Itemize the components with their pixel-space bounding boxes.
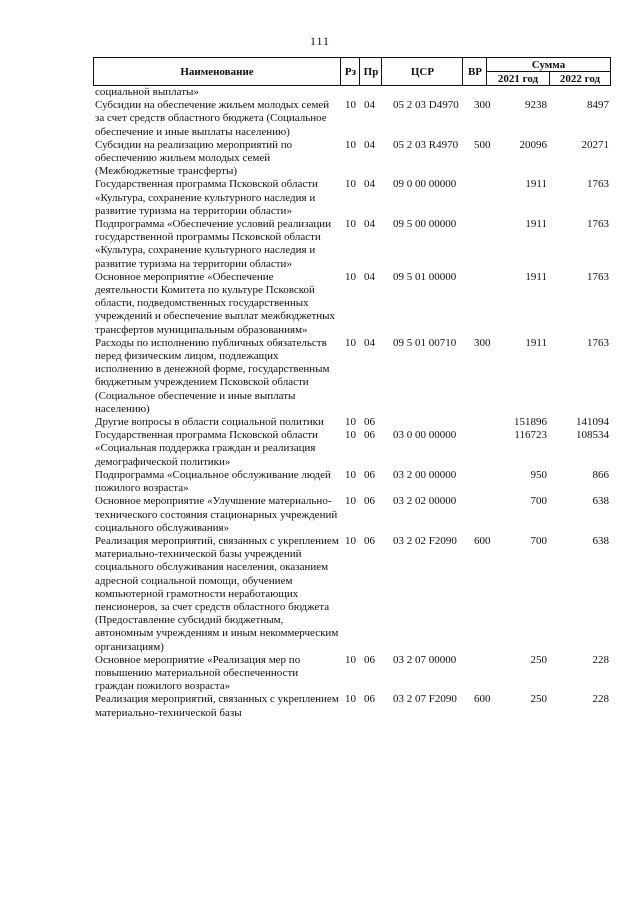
row-sum-2021: 250 — [530, 653, 547, 666]
row-sum-2021: 700 — [530, 495, 547, 508]
table-row — [93, 469, 611, 495]
table-row — [93, 99, 611, 139]
row-sum-2022: 228 — [592, 693, 609, 706]
header-csr: ЦСР — [381, 58, 463, 85]
row-name: Другие вопросы в области социальной политики — [95, 416, 324, 429]
table-body — [93, 86, 611, 720]
row-rz: 10 — [345, 99, 356, 112]
table-row — [93, 495, 611, 535]
row-name: Подпрограмма «Социальное обслуживание людей пожилого возраста» — [95, 468, 331, 495]
header-vr: ВР — [462, 58, 487, 85]
table-row — [93, 429, 611, 469]
row-pr: 04 — [364, 99, 375, 112]
row-pr: 06 — [364, 534, 375, 547]
row-csr: 03 2 07 00000 — [393, 653, 457, 666]
row-name: социальной выплаты» — [95, 86, 199, 98]
row-name: Основное мероприятие «Улучшение материально-технического состояния стационарных учреждений социального обслуживания» — [95, 495, 338, 534]
row-rz: 10 — [345, 429, 356, 442]
row-sum-2021: 116723 — [514, 429, 547, 442]
row-pr: 06 — [364, 468, 375, 481]
row-csr: 05 2 03 D4970 — [393, 99, 459, 112]
row-pr: 06 — [364, 416, 375, 429]
row-sum-2022: 1763 — [587, 218, 609, 231]
page-number: 111 — [309, 34, 331, 48]
row-name: Основное мероприятие «Обеспечение деятельности Комитета по культуре Псковской области, подведомственных государственных учреждений и обеспечение выплат межбюджетных трансфертов муниципальным образованиям» — [95, 270, 336, 336]
row-name: Основное мероприятие «Реализация мер по повышению материальной обеспеченности граждан пожилого возраста» — [95, 653, 301, 693]
row-rz: 10 — [345, 138, 356, 151]
row-vr: 600 — [474, 534, 491, 547]
row-rz: 10 — [345, 468, 356, 481]
row-pr: 06 — [364, 693, 375, 706]
row-pr: 06 — [364, 653, 375, 666]
row-rz: 10 — [345, 416, 356, 429]
row-sum-2021: 700 — [530, 534, 547, 547]
header-sum-group — [486, 58, 610, 85]
row-csr: 03 2 02 00000 — [393, 495, 457, 508]
row-sum-2021: 151896 — [514, 416, 547, 429]
row-csr: 03 0 00 00000 — [393, 429, 457, 442]
row-csr: 03 2 00 00000 — [393, 468, 457, 481]
table-row — [93, 693, 611, 719]
header-year-2021: 2021 год — [497, 72, 539, 85]
row-sum-2021: 20096 — [519, 138, 547, 151]
budget-table — [93, 57, 611, 720]
row-pr: 04 — [364, 178, 375, 191]
table-row — [93, 86, 611, 99]
table-header — [93, 57, 611, 86]
table-row — [93, 139, 611, 179]
row-pr: 06 — [364, 495, 375, 508]
row-vr: 600 — [474, 693, 491, 706]
row-sum-2022: 638 — [592, 495, 609, 508]
table-row — [93, 218, 611, 271]
row-sum-2022: 228 — [592, 653, 609, 666]
row-rz: 10 — [345, 178, 356, 191]
table-row — [93, 416, 611, 429]
row-name: Расходы по исполнению публичных обязательств перед физическим лицом, подлежащих исполнению в денежной форме, государственным бюджетным учреждением Псковской области (Социальное обеспечение и иные выплаты населению) — [95, 336, 330, 415]
row-sum-2021: 250 — [530, 693, 547, 706]
row-sum-2021: 1911 — [525, 178, 547, 191]
row-csr: 09 5 01 00710 — [393, 336, 457, 349]
header-sum: Сумма — [487, 58, 610, 72]
row-vr: 500 — [474, 138, 491, 151]
row-sum-2022: 20271 — [581, 138, 609, 151]
row-sum-2022: 1763 — [587, 270, 609, 283]
row-csr: 03 2 07 F2090 — [393, 693, 457, 706]
row-vr: 300 — [474, 336, 491, 349]
row-rz: 10 — [345, 495, 356, 508]
row-name: Государственная программа Псковской области «Социальная поддержка граждан и реализация демографической политики» — [95, 429, 318, 468]
header-year-2022: 2022 год — [549, 72, 610, 85]
row-sum-2021: 9238 — [525, 99, 547, 112]
row-pr: 04 — [364, 336, 375, 349]
row-pr: 04 — [364, 270, 375, 283]
row-name: Реализация мероприятий, связанных с укреплением материально-технической базы учреждений социального обслуживания населения, оказанием адресной социальной помощи, обучением компьютерной грамотности неработающих пенсионеров, за счет средств областного бюджета (Предоставление субсидий бюджетным, автономным учреждениям и иным некоммерческим организациям) — [95, 534, 339, 653]
row-rz: 10 — [345, 693, 356, 706]
row-rz: 10 — [345, 218, 356, 231]
row-sum-2021: 1911 — [525, 336, 547, 349]
row-name: Реализация мероприятий, связанных с укреплением материально-технической базы — [95, 693, 339, 719]
row-sum-2021: 950 — [530, 468, 547, 481]
row-csr: 09 5 01 00000 — [393, 270, 457, 283]
row-csr: 05 2 03 R4970 — [393, 138, 459, 151]
row-rz: 10 — [345, 653, 356, 666]
table-row — [93, 337, 611, 416]
table-row — [93, 271, 611, 337]
row-pr: 04 — [364, 218, 375, 231]
row-sum-2021: 1911 — [525, 270, 547, 283]
row-sum-2022: 108534 — [576, 429, 609, 442]
row-rz: 10 — [345, 534, 356, 547]
row-name: Государственная программа Псковской области «Культура, сохранение культурного наследия и развитие туризма на территории области» — [95, 178, 318, 217]
row-pr: 06 — [364, 429, 375, 442]
row-sum-2022: 1763 — [587, 336, 609, 349]
table-row — [93, 178, 611, 218]
table-row — [93, 654, 611, 694]
header-name: Наименование — [180, 65, 254, 78]
row-name: Подпрограмма «Обеспечение условий реализации государственной программы Псковской области «Культура, сохранение культурного наследия и развитие туризма на территории области» — [95, 218, 332, 270]
row-rz: 10 — [345, 336, 356, 349]
row-pr: 04 — [364, 138, 375, 151]
row-vr: 300 — [474, 99, 491, 112]
table-row — [93, 535, 611, 654]
row-csr: 09 0 00 00000 — [393, 178, 457, 191]
row-sum-2022: 866 — [592, 468, 609, 481]
row-csr: 03 2 02 F2090 — [393, 534, 457, 547]
row-sum-2022: 8497 — [587, 99, 609, 112]
row-sum-2022: 141094 — [576, 416, 609, 429]
header-rz: Рз — [340, 58, 360, 85]
row-csr: 09 5 00 00000 — [393, 218, 457, 231]
row-name: Субсидии на реализацию мероприятий по обеспечению жильем молодых семей (Межбюджетные трансферты) — [95, 138, 293, 178]
row-sum-2021: 1911 — [525, 218, 547, 231]
row-sum-2022: 1763 — [587, 178, 609, 191]
row-name: Субсидии на обеспечение жильем молодых семей за счет средств областного бюджета (Социальное обеспечение и иные выплаты населению) — [95, 99, 330, 138]
row-sum-2022: 638 — [592, 534, 609, 547]
row-rz: 10 — [345, 270, 356, 283]
header-pr: Пр — [359, 58, 382, 85]
